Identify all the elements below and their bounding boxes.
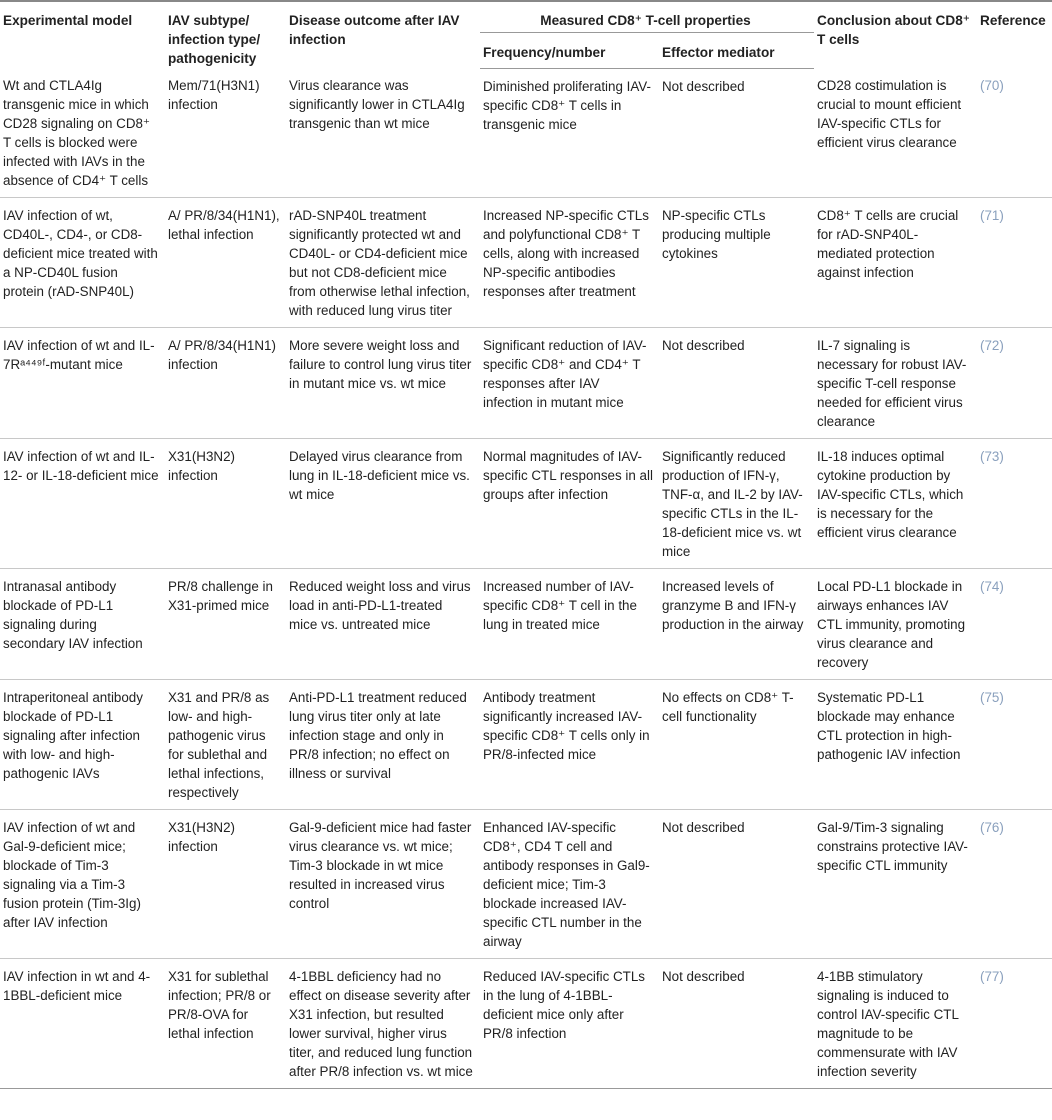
cell-frequency: Diminished proliferating IAV-specific CD8⁺ T cells in transgenic mice <box>480 68 659 198</box>
cell-effector: Increased levels of granzyme B and IFN-γ production in the airway <box>659 569 814 680</box>
reference-link[interactable]: (77) <box>977 959 1052 1089</box>
header-disease-outcome: Disease outcome after IAV infection <box>289 13 460 47</box>
cell-frequency: Antibody treatment significantly increased IAV-specific CD8⁺ T cells only in PR/8-infected mice <box>480 680 659 810</box>
cell-outcome: rAD-SNP40L treatment significantly protected wt and CD40L- or CD4-deficient mice but not CD8-deficient mice from otherwise lethal infection, with reduced lung virus titer <box>286 198 480 328</box>
cell-subtype: A/ PR/8/34(H1N1) infection <box>165 328 286 439</box>
cell-frequency: Enhanced IAV-specific CD8⁺, CD4 T cell and antibody responses in Gal9-deficient mice; Tim-3 blockade increased IAV-specific CTL number in the airway <box>480 810 659 959</box>
cell-outcome: Virus clearance was significantly lower in CTLA4Ig transgenic than wt mice <box>286 68 480 198</box>
cell-subtype: PR/8 challenge in X31-primed mice <box>165 569 286 680</box>
reference-link[interactable]: (70) <box>977 68 1052 198</box>
table-row <box>0 439 1052 569</box>
cell-conclusion: 4-1BB stimulatory signaling is induced to control IAV-specific CTL magnitude to be commensurate with IAV infection severity <box>814 959 977 1089</box>
cell-model: Wt and CTLA4Ig transgenic mice in which CD28 signaling on CD8⁺ T cells is blocked were infected with IAVs in the absence of CD4⁺ T cells <box>0 68 165 198</box>
header-iav-subtype: IAV subtype/ infection type/ pathogenicity <box>168 13 261 66</box>
reference-link[interactable]: (74) <box>977 569 1052 680</box>
cell-model: IAV infection of wt and IL-12- or IL-18-deficient mice <box>0 439 165 569</box>
cell-effector: Not described <box>659 810 814 959</box>
table-row <box>0 959 1052 1089</box>
reference-link[interactable]: (71) <box>977 198 1052 328</box>
cell-subtype: A/ PR/8/34(H1N1), lethal infection <box>165 198 286 328</box>
cell-frequency: Reduced IAV-specific CTLs in the lung of 4-1BBL-deficient mice only after PR/8 infection <box>480 959 659 1089</box>
table-body <box>0 68 1052 1089</box>
cell-frequency: Normal magnitudes of IAV-specific CTL responses in all groups after infection <box>480 439 659 569</box>
cell-effector: Not described <box>659 959 814 1089</box>
cell-conclusion: Local PD-L1 blockade in airways enhances IAV CTL immunity, promoting virus clearance and recovery <box>814 569 977 680</box>
cell-conclusion: IL-18 induces optimal cytokine production by IAV-specific CTLs, which is necessary for the efficient virus clearance <box>814 439 977 569</box>
cell-subtype: Mem/71(H3N1) infection <box>165 68 286 198</box>
table-row <box>0 680 1052 810</box>
cell-model: IAV infection in wt and 4-1BBL-deficient mice <box>0 959 165 1089</box>
cell-conclusion: Systematic PD-L1 blockade may enhance CTL protection in high-pathogenic IAV infection <box>814 680 977 810</box>
cell-outcome: 4-1BBL deficiency had no effect on disease severity after X31 infection, but resulted lower survival, higher virus titer, and reduced lung function after PR/8 infection vs. wt mice <box>286 959 480 1089</box>
cell-subtype: X31(H3N2) infection <box>165 810 286 959</box>
cell-frequency: Increased NP-specific CTLs and polyfunctional CD8⁺ T cells, along with increased NP-specific antibodies responses after treatment <box>480 198 659 328</box>
cell-outcome: More severe weight loss and failure to control lung virus titer in mutant mice vs. wt mice <box>286 328 480 439</box>
table-row <box>0 198 1052 328</box>
cell-outcome: Gal-9-deficient mice had faster virus clearance vs. wt mice; Tim-3 blockade in wt mice resulted in increased virus control <box>286 810 480 959</box>
cell-subtype: X31(H3N2) infection <box>165 439 286 569</box>
cell-model: Intranasal antibody blockade of PD-L1 signaling during secondary IAV infection <box>0 569 165 680</box>
reference-link[interactable]: (75) <box>977 680 1052 810</box>
cell-effector: Not described <box>659 328 814 439</box>
table-header <box>0 2 1052 68</box>
reference-link[interactable]: (72) <box>977 328 1052 439</box>
cell-effector: No effects on CD8⁺ T-cell functionality <box>659 680 814 810</box>
cell-outcome: Delayed virus clearance from lung in IL-18-deficient mice vs. wt mice <box>286 439 480 569</box>
cell-conclusion: CD8⁺ T cells are crucial for rAD-SNP40L-mediated protection against infection <box>814 198 977 328</box>
reference-link[interactable]: (76) <box>977 810 1052 959</box>
cell-effector: Not described <box>659 68 814 198</box>
cell-frequency: Significant reduction of IAV-specific CD8⁺ and CD4⁺ T responses after IAV infection in mutant mice <box>480 328 659 439</box>
cell-model: IAV infection of wt and IL-7Rᵃ⁴⁴⁹ᶠ-mutant mice <box>0 328 165 439</box>
cell-conclusion: IL-7 signaling is necessary for robust IAV-specific T-cell response needed for efficient virus clearance <box>814 328 977 439</box>
table-row <box>0 68 1052 198</box>
table-row <box>0 328 1052 439</box>
header-frequency: Frequency/number <box>480 33 659 68</box>
cell-model: IAV infection of wt and Gal-9-deficient mice; blockade of Tim-3 signaling via a Tim-3 fusion protein (Tim-3Ig) after IAV infection <box>0 810 165 959</box>
header-experimental-model: Experimental model <box>3 13 133 28</box>
header-effector: Effector mediator <box>659 33 814 68</box>
reference-link[interactable]: (73) <box>977 439 1052 569</box>
cell-subtype: X31 and PR/8 as low- and high-pathogenic virus for sublethal and lethal infections, respectively <box>165 680 286 810</box>
cell-conclusion: Gal-9/Tim-3 signaling constrains protective IAV-specific CTL immunity <box>814 810 977 959</box>
cell-model: IAV infection of wt, CD40L-, CD4-, or CD8-deficient mice treated with a NP-CD40L fusion protein (rAD-SNP40L) <box>0 198 165 328</box>
header-conclusion: Conclusion about CD8⁺ T cells <box>817 13 970 47</box>
cell-outcome: Anti-PD-L1 treatment reduced lung virus titer only at late infection stage and only in PR/8 infection; no effect on illness or survival <box>286 680 480 810</box>
data-table <box>0 2 1052 1089</box>
table-row <box>0 569 1052 680</box>
header-measured-group: Measured CD8⁺ T-cell properties <box>540 13 751 28</box>
table-row <box>0 810 1052 959</box>
cell-subtype: X31 for sublethal infection; PR/8 or PR/8-OVA for lethal infection <box>165 959 286 1089</box>
cell-conclusion: CD28 costimulation is crucial to mount efficient IAV-specific CTLs for efficient virus clearance <box>814 68 977 198</box>
cell-effector: Significantly reduced production of IFN-γ, TNF-α, and IL-2 by IAV-specific CTLs in the IL-18-deficient mice vs. wt mice <box>659 439 814 569</box>
header-reference: Reference <box>980 13 1046 28</box>
cell-frequency: Increased number of IAV-specific CD8⁺ T cell in the lung in treated mice <box>480 569 659 680</box>
cell-outcome: Reduced weight loss and virus load in anti-PD-L1-treated mice vs. untreated mice <box>286 569 480 680</box>
cell-effector: NP-specific CTLs producing multiple cytokines <box>659 198 814 328</box>
cell-model: Intraperitoneal antibody blockade of PD-L1 signaling after infection with low- and high-pathogenic IAVs <box>0 680 165 810</box>
